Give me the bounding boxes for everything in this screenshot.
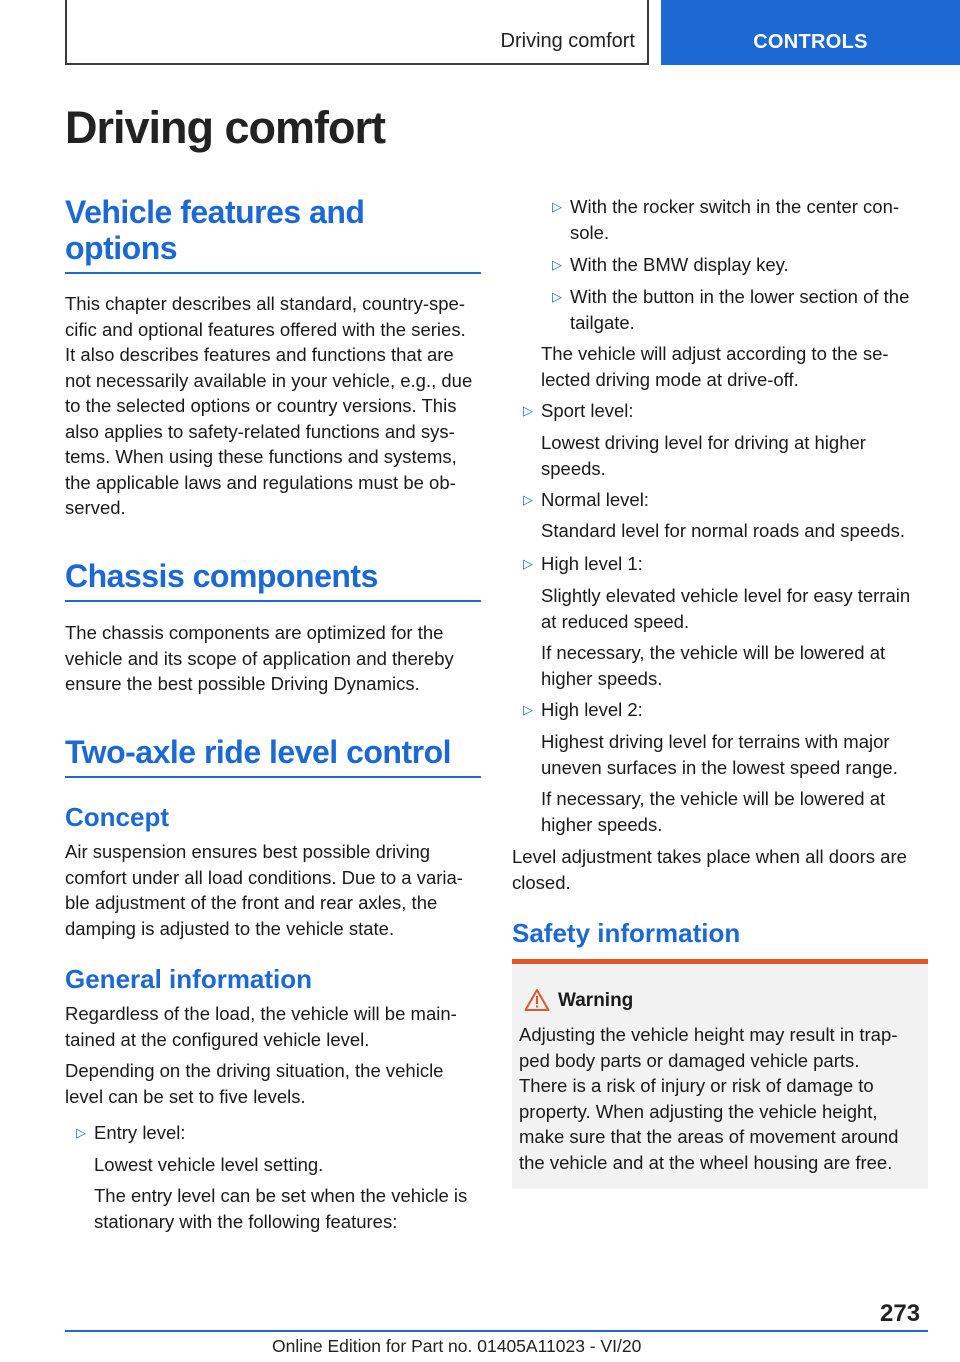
entry-level-desc: Lowest vehicle level setting. <box>94 1154 324 1175</box>
bullet-triangle-icon: ▷ <box>523 492 533 507</box>
paragraph-general-2: Depending on the driving situation, the vehicle level can be set to five levels. <box>65 1060 444 1107</box>
warning-title: Warning <box>558 990 634 1011</box>
feature-rocker-switch: With the rocker switch in the center con- sole. <box>570 196 900 243</box>
warning-box <box>512 959 928 1189</box>
bullet-triangle-icon: ▷ <box>523 702 533 717</box>
feature-tailgate-button: With the button in the lower section of the tailgate. <box>570 286 910 333</box>
footer-divider <box>65 1330 928 1332</box>
paragraph-chassis: The chassis components are optimized for the vehicle and its scope of application and thereby ensure the best possible Driving Dynamics. <box>65 622 454 694</box>
normal-level-label: Normal level: <box>541 489 649 510</box>
heading-safety-information: Safety information <box>512 918 741 948</box>
normal-level-desc: Standard level for normal roads and speeds. <box>541 520 906 541</box>
paragraph-concept: Air suspension ensures best possible driving comfort under all load conditions. Due to a varia- ble adjustment of the front and rear axles, the damping is adjusted to the vehicle state. <box>65 841 463 939</box>
bullet-triangle-icon: ▷ <box>76 1125 86 1140</box>
page-number: 273 <box>880 1300 921 1327</box>
heading-vehicle-features: Vehicle features and options <box>65 194 481 274</box>
entry-level-note: The entry level can be set when the vehicle is stationary with the following features: <box>94 1185 468 1232</box>
warning-text: Adjusting the vehicle height may result in trap- ped body parts or damaged vehicle parts. There is a risk of injury or risk of damage to property. When adjusting the vehicle height, make sure that the areas of movement around the vehicle and at the wheel housing are free. <box>519 1024 899 1173</box>
bullet-triangle-icon: ▷ <box>552 199 562 214</box>
footer-edition: Online Edition for Part no. 01405A11023 - VI/20 <box>272 1336 642 1356</box>
heading-ride-level-control: Two-axle ride level control <box>65 734 481 778</box>
high-level-1-desc: Slightly elevated vehicle level for easy terrain at reduced speed. <box>541 585 911 632</box>
feature-display-key: With the BMW display key. <box>570 254 789 275</box>
bullet-triangle-icon: ▷ <box>552 289 562 304</box>
level-adjust-paragraph: Level adjustment takes place when all doors are closed. <box>512 846 907 893</box>
header-chapter-label: CONTROLS <box>753 31 868 53</box>
adjust-note: The vehicle will adjust according to the se- lected driving mode at drive-off. <box>541 343 889 390</box>
paragraph-features: This chapter describes all standard, country-spe- cific and optional features offered with the series. It also describes features and functions that are not necessarily available in your vehicle, e.g., due to the selected options or country versions. This also applies to safety-related functions and sys- tems. When using these functions and systems, the applicable laws and regulations must be ob- served. <box>65 293 473 518</box>
sport-level-desc: Lowest driving level for driving at higher speeds. <box>541 432 866 479</box>
paragraph-general-1: Regardless of the load, the vehicle will be main- tained at the configured vehicle level. <box>65 1003 457 1050</box>
page-title: Driving comfort <box>65 102 386 153</box>
entry-level-label: Entry level: <box>94 1122 186 1143</box>
heading-general-information: General information <box>65 964 313 994</box>
header-section-box <box>65 0 649 65</box>
high-level-2-label: High level 2: <box>541 699 643 720</box>
high-level-2-desc: Highest driving level for terrains with major uneven surfaces in the lowest speed range. <box>541 731 898 778</box>
header-chapter-tab[interactable] <box>661 0 960 65</box>
high-level-1-note: If necessary, the vehicle will be lowered at higher speeds. <box>541 642 886 689</box>
heading-concept: Concept <box>65 802 169 832</box>
bullet-triangle-icon: ▷ <box>552 257 562 272</box>
bullet-triangle-icon: ▷ <box>523 403 533 418</box>
heading-chassis-components: Chassis components <box>65 558 481 602</box>
high-level-2-note: If necessary, the vehicle will be lowered at higher speeds. <box>541 788 886 835</box>
warning-triangle-icon <box>524 988 550 1012</box>
high-level-1-label: High level 1: <box>541 553 643 574</box>
sport-level-label: Sport level: <box>541 400 634 421</box>
header-section-title: Driving comfort <box>500 30 635 52</box>
bullet-triangle-icon: ▷ <box>523 556 533 571</box>
